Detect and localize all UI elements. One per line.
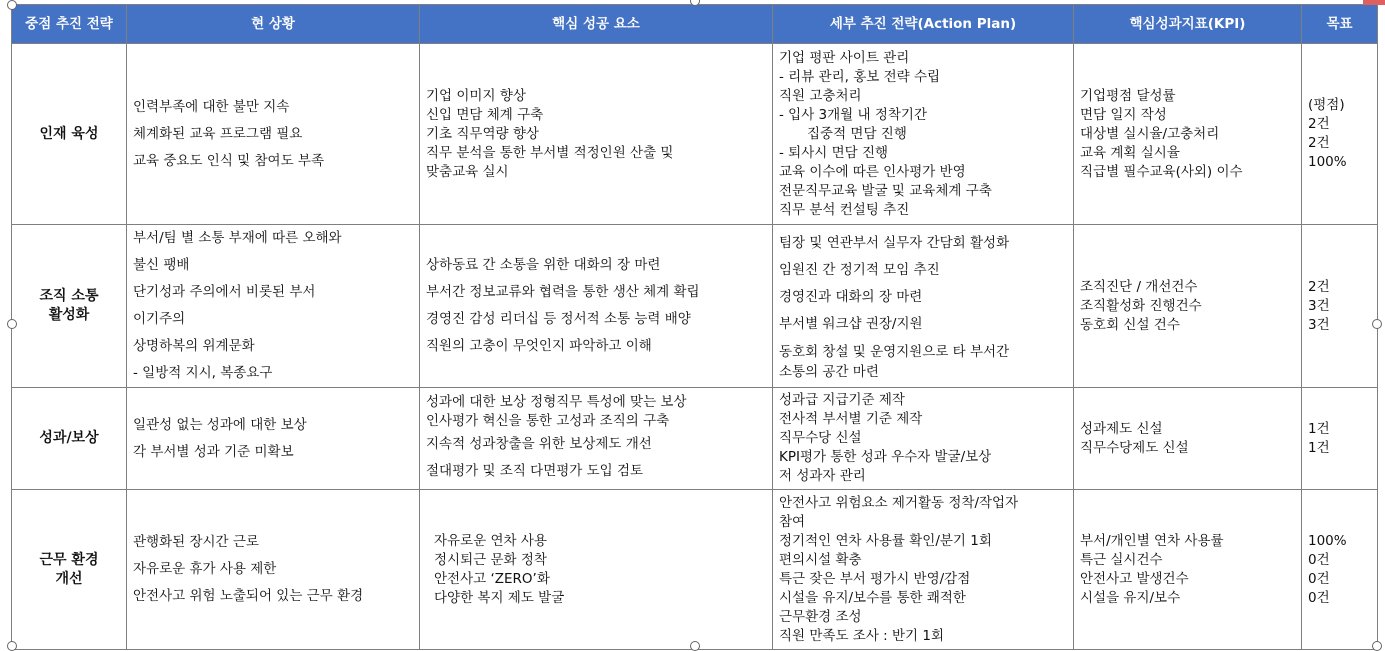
- kpi-line: 안전사고 발생건수: [1080, 570, 1189, 587]
- cell-strategy[interactable]: [12, 388, 127, 490]
- table-row-communication: [12, 225, 1378, 388]
- factor-line: 직원의 고충이 무엇인지 파악하고 이해: [426, 338, 652, 354]
- strategy-line: 근무 환경: [39, 551, 99, 568]
- resize-handle-middle-left[interactable]: [7, 319, 17, 329]
- factor-line: 상하동료 간 소통을 위한 대화의 장 마련: [426, 257, 661, 273]
- action-line: 근무환경 조성: [779, 608, 862, 625]
- action-line: 집중적 면담 진행: [807, 125, 907, 142]
- cell-factors[interactable]: [420, 388, 773, 490]
- action-line: 저 성과자 관리: [779, 468, 866, 484]
- cell-factors[interactable]: [420, 44, 773, 225]
- action-line: 교육 이수에 따른 인사평가 반영: [779, 163, 966, 180]
- header-row: [12, 5, 1378, 44]
- current-line: 안전사고 위험 노출되어 있는 근무 환경: [133, 588, 364, 604]
- target-line: 0건: [1308, 589, 1330, 606]
- cell-current[interactable]: [127, 490, 420, 650]
- target-line: 100%: [1308, 532, 1347, 549]
- current-line: 관행화된 장시간 근로: [133, 534, 259, 550]
- action-line: 편의시설 확충: [779, 551, 862, 568]
- header-target[interactable]: 목표: [1302, 5, 1378, 44]
- target-line: 3건: [1308, 297, 1330, 314]
- cell-actions[interactable]: [773, 225, 1074, 388]
- table-row-performance: [12, 388, 1378, 490]
- action-line: 팀장 및 연관부서 실무자 간담회 활성화: [779, 235, 1010, 251]
- factor-line: 다양한 복지 제도 발굴: [434, 589, 565, 606]
- factor-line: 자유로운 연차 사용: [434, 532, 547, 549]
- target-line: 1건: [1308, 439, 1330, 456]
- cell-actions[interactable]: [773, 44, 1074, 225]
- action-line: - 입사 3개월 내 정착기간: [779, 106, 927, 123]
- factor-line: 성과에 대한 보상 정형직무 특성에 맞는 보상: [426, 393, 687, 410]
- kpi-line: 대상별 실시율/고충처리: [1080, 125, 1220, 142]
- action-line: 기업 평판 사이트 관리: [779, 49, 910, 66]
- kpi-line: 부서/개인별 연차 사용률: [1080, 532, 1224, 549]
- header-actions[interactable]: 세부 추진 전략(Action Plan): [773, 5, 1074, 44]
- cell-actions[interactable]: [773, 388, 1074, 490]
- header-current[interactable]: 현 상황: [127, 5, 420, 44]
- current-line: 단기성과 주의에서 비롯된 부서: [133, 284, 316, 300]
- target-line: (평점): [1308, 97, 1345, 113]
- kpi-line: 교육 계획 실시율: [1080, 144, 1180, 161]
- table-row-workplace: [12, 490, 1378, 650]
- target-line: 0건: [1308, 551, 1330, 568]
- cell-kpi[interactable]: [1074, 388, 1302, 490]
- action-line: 소통의 공간 마련: [779, 364, 879, 380]
- target-line: 100%: [1308, 154, 1347, 170]
- current-line: - 일방적 지시, 복종요구: [133, 365, 273, 381]
- kpi-line: 조직진단 / 개선건수: [1080, 278, 1198, 295]
- strategy-line: 활성화: [48, 307, 90, 323]
- current-line: 각 부서별 성과 기준 미확보: [133, 443, 294, 460]
- kpi-line: 특근 실시건수: [1080, 551, 1163, 568]
- header-strategy[interactable]: 중점 추진 전략: [12, 5, 127, 44]
- cell-kpi[interactable]: [1074, 225, 1302, 388]
- current-line: 이기주의: [133, 311, 186, 327]
- cell-current[interactable]: [127, 225, 420, 388]
- cell-current[interactable]: [127, 44, 420, 225]
- kpi-line: 직급별 필수교육(사외) 이수: [1080, 163, 1243, 180]
- factor-line: 기초 직무역량 향상: [426, 125, 539, 142]
- action-line: 직무 분석 컨설팅 추진: [779, 201, 910, 218]
- current-line: 자유로운 휴가 사용 제한: [133, 561, 277, 577]
- header-factors[interactable]: 핵심 성공 요소: [420, 5, 773, 44]
- resize-handle-bottom-left[interactable]: [7, 641, 17, 651]
- action-line: 특근 잦은 부서 평가시 반영/감점: [779, 570, 971, 587]
- cell-kpi[interactable]: [1074, 490, 1302, 650]
- action-line: - 리뷰 관리, 홍보 전략 수립: [779, 68, 941, 85]
- kpi-line: 동호회 신설 건수: [1080, 316, 1180, 333]
- kpi-line: 성과제도 신설: [1080, 420, 1163, 437]
- target-line: 2건: [1308, 116, 1330, 132]
- current-line: 교육 중요도 인식 및 참여도 부족: [133, 152, 324, 169]
- header-kpi[interactable]: 핵심성과지표(KPI): [1074, 5, 1302, 44]
- action-line: 안전사고 위험요소 제거활동 정착/작업자: [779, 494, 1019, 511]
- current-line: 인력부족에 대한 불만 지속: [133, 98, 290, 115]
- resize-handle-bottom-right[interactable]: [1372, 641, 1382, 651]
- action-line: 성과급 지급기준 제작: [779, 392, 905, 408]
- kpi-line: 기업평점 달성률: [1080, 87, 1176, 104]
- action-line: 시설을 유지/보수를 통한 쾌적한: [779, 589, 966, 606]
- kpi-line: 면담 일지 작성: [1080, 106, 1167, 123]
- current-line: 일관성 없는 성과에 대한 보상: [133, 416, 307, 433]
- factor-line: 부서간 정보교류와 협력을 통한 생산 체계 확립: [426, 284, 700, 300]
- cell-factors[interactable]: [420, 225, 773, 388]
- action-line: 직원 만족도 조사 : 반기 1회: [779, 627, 945, 644]
- factor-line: 경영진 감성 리더십 등 정서적 소통 능력 배양: [426, 311, 691, 327]
- current-line: 부서/팀 별 소통 부재에 따른 오해와: [133, 230, 342, 246]
- cell-strategy[interactable]: [12, 225, 127, 388]
- factor-line: 신입 면담 체계 구축: [426, 106, 544, 123]
- kpi-line: 시설을 유지/보수: [1080, 589, 1181, 606]
- cell-target[interactable]: [1302, 44, 1378, 225]
- current-line: 체계화된 교육 프로그램 필요: [133, 125, 303, 142]
- action-line: 전사적 부서별 기준 제작: [779, 411, 923, 427]
- resize-handle-top-left[interactable]: [7, 0, 17, 10]
- strategy-line: 개선: [55, 570, 83, 587]
- cell-kpi[interactable]: [1074, 44, 1302, 225]
- target-line: 0건: [1308, 570, 1330, 587]
- factor-line: 지속적 성과창출을 위한 보상제도 개선: [426, 435, 652, 452]
- action-line: 임원진 간 정기적 모임 추진: [779, 262, 940, 278]
- factor-line: 직무 분석을 통한 부서별 적정인원 산출 및: [426, 144, 674, 161]
- cell-target[interactable]: [1302, 490, 1378, 650]
- action-line: 경영진과 대화의 장 마련: [779, 289, 923, 305]
- cell-strategy[interactable]: [12, 44, 127, 225]
- strategy-line: 성과/보상: [39, 430, 99, 446]
- current-line: 상명하복의 위계문화: [133, 338, 255, 354]
- factor-line: 기업 이미지 향상: [426, 87, 526, 104]
- cell-actions[interactable]: [773, 490, 1074, 650]
- kpi-line: 직무수당제도 신설: [1080, 439, 1189, 456]
- action-line: 직원 고충처리: [779, 87, 862, 104]
- action-line: KPI평가 통한 성과 우수자 발굴/보상: [779, 449, 992, 465]
- cell-factors[interactable]: [420, 490, 773, 650]
- action-line: 동호회 창설 및 운영지원으로 타 부서간: [779, 344, 1010, 360]
- kpi-line: 조직활성화 진행건수: [1080, 297, 1202, 314]
- action-line: 정기적인 연차 사용률 확인/분기 1회: [779, 532, 992, 549]
- cell-current[interactable]: [127, 388, 420, 490]
- action-line: - 퇴사시 면담 진행: [779, 144, 889, 161]
- corner-marker: [1363, 0, 1385, 5]
- factor-line: 안전사고 ‘ZERO’화: [434, 570, 550, 587]
- strategy-line: 인재 육성: [39, 125, 99, 142]
- strategy-line: 조직 소통: [39, 288, 99, 304]
- cell-target[interactable]: [1302, 388, 1378, 490]
- target-line: 2건: [1308, 135, 1330, 151]
- target-line: 2건: [1308, 278, 1330, 295]
- factor-line: 정시퇴근 문화 정착: [434, 551, 547, 568]
- strategy-table-container: [11, 4, 1377, 645]
- strategy-table: [11, 4, 1378, 650]
- table-row-talent: [12, 44, 1378, 225]
- resize-handle-bottom-center[interactable]: [690, 641, 700, 651]
- factor-line: 인사평가 혁신을 통한 고성과 조직의 구축: [426, 412, 670, 429]
- action-line: 직무수당 신설: [779, 430, 862, 446]
- action-line: 부서별 워크샵 권장/지원: [779, 316, 923, 332]
- action-line: 참여: [779, 513, 806, 530]
- cell-target[interactable]: [1302, 225, 1378, 388]
- cell-strategy[interactable]: [12, 490, 127, 650]
- target-line: 1건: [1308, 420, 1330, 437]
- factor-line: 맞춤교육 실시: [426, 163, 509, 180]
- current-line: 불신 팽배: [133, 257, 190, 273]
- action-line: 전문직무교육 발굴 및 교육체계 구축: [779, 182, 992, 199]
- resize-handle-middle-right[interactable]: [1372, 319, 1382, 329]
- factor-line: 절대평가 및 조직 다면평가 도입 검토: [426, 462, 644, 479]
- target-line: 3건: [1308, 316, 1330, 333]
